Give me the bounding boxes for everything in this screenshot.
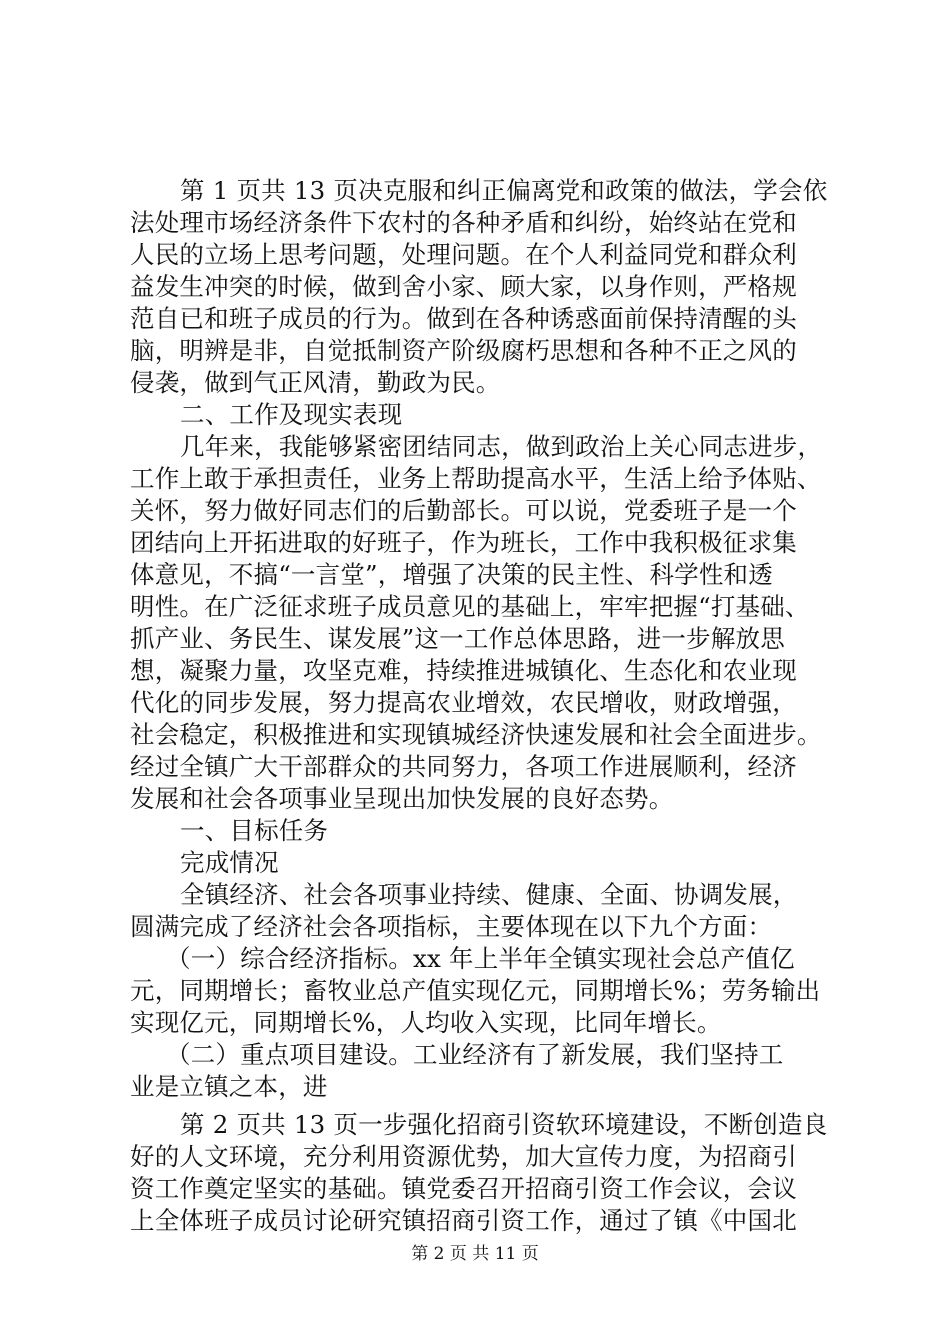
body-line-17: 代化的同步发展，努力提高农业增效，农民增收，财政增强，	[130, 688, 797, 717]
body-line-7: 侵袭，做到气正风清，勤政为民。	[130, 368, 501, 397]
body-line-12: 团结向上开拓进取的好班子，作为班长，工作中我积极征求集	[130, 528, 797, 557]
section-heading-work-performance: 二、工作及现实表现	[180, 400, 403, 429]
body-line-33: 上全体班子成员讨论研究镇招商引资工作，通过了镇《中国北	[130, 1206, 797, 1235]
body-line-19: 经过全镇广大干部群众的共同努力，各项工作进展顺利，经济	[130, 752, 797, 781]
section-heading-goals: 一、目标任务	[180, 816, 329, 845]
body-line-14: 明性。在广泛征求班子成员意见的基础上，牢牢把握“打基础、	[130, 592, 810, 621]
subheading-completion: 完成情况	[180, 848, 279, 877]
body-line-26: 元，同期增长；畜牧业总产值实现亿元，同期增长%；劳务输出	[130, 976, 821, 1005]
body-line-28: （二）重点项目建设。工业经济有了新发展，我们坚持工	[166, 1040, 784, 1069]
body-line-13: 体意见，不搞“一言堂”，增强了决策的民主性、科学性和透	[130, 560, 773, 589]
body-line-1: 第 1 页共 13 页决克服和纠正偏离党和政策的做法，学会依	[180, 176, 828, 205]
body-line-6: 脑，明辨是非，自觉抵制资产阶级腐朽思想和各种不正之风的	[130, 336, 797, 365]
body-line-2: 法处理市场经济条件下农村的各种矛盾和纠纷，始终站在党和	[130, 208, 797, 237]
body-line-16: 想，凝聚力量，攻坚克难，持续推进城镇化、生态化和农业现	[130, 656, 797, 685]
body-line-10: 工作上敢于承担责任，业务上帮助提高水平，生活上给予体贴、	[130, 464, 822, 493]
body-line-29: 业是立镇之本，进	[130, 1072, 328, 1101]
body-line-3: 人民的立场上思考问题，处理问题。在个人利益同党和群众利	[130, 240, 797, 269]
page-footer: 第 2 页 共 11 页	[411, 1244, 539, 1264]
body-line-18: 社会稳定，积极推进和实现镇城经济快速发展和社会全面进步。	[130, 720, 822, 749]
body-line-11: 关怀，努力做好同志们的后勤部长。可以说，党委班子是一个	[130, 496, 797, 525]
body-line-4: 益发生冲突的时候，做到舍小家、顾大家，以身作则，严格规	[130, 272, 797, 301]
body-line-9: 几年来，我能够紧密团结同志，做到政治上关心同志进步，	[180, 432, 823, 461]
body-line-24: 圆满完成了经济社会各项指标，主要体现在以下九个方面：	[130, 912, 773, 941]
body-line-27: 实现亿元，同期增长%，人均收入实现，比同年增长。	[130, 1008, 722, 1037]
body-line-23: 全镇经济、社会各项事业持续、健康、全面、协调发展，	[180, 880, 798, 909]
body-line-15: 抓产业、务民生、谋发展”这一工作总体思路，进一步解放思	[130, 624, 785, 653]
body-line-31: 好的人文环境，充分利用资源优势，加大宣传力度，为招商引	[130, 1142, 797, 1171]
body-line-25: （一）综合经济指标。xx 年上半年全镇实现社会总产值亿	[166, 944, 795, 973]
body-line-32: 资工作奠定坚实的基础。镇党委召开招商引资工作会议，会议	[130, 1174, 797, 1203]
body-line-20: 发展和社会各项事业呈现出加快发展的良好态势。	[130, 784, 674, 813]
body-line-30: 第 2 页共 13 页一步强化招商引资软环境建设，不断创造良	[180, 1110, 828, 1139]
body-line-5: 范自已和班子成员的行为。做到在各种诱惑面前保持清醒的头	[130, 304, 797, 333]
